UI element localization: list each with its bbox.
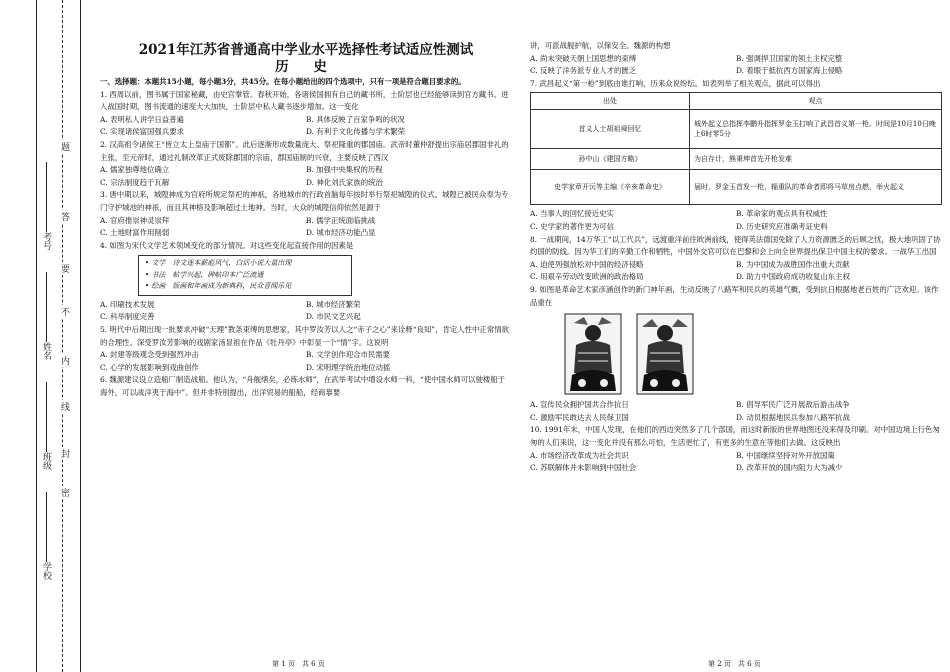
question-3-stem: 3. 唐中期以来，城隍神成为官府所规定祭祀的神祇，各地城市的行政首脑每年按时举行祭祀城隍的仪式。城隍已被民众奉为专门守护城池的神祇，而且其神格及影响超过土地神。当时，大众的城隍信仰依然是源于 bbox=[100, 190, 509, 212]
option[interactable]: B. 文学创作迎合市民需要 bbox=[306, 350, 391, 360]
question-6-continued: 讲，可派战舰护航，以保安全。魏源的构想 bbox=[530, 41, 671, 50]
question-6-options bbox=[530, 65, 942, 78]
option[interactable]: B. 倡导军民广泛开展敌后游击战争 bbox=[736, 400, 850, 410]
table-cell-view: 为自存计，熊秉坤首先开枪发难 bbox=[690, 149, 942, 170]
question-1-options bbox=[100, 126, 512, 139]
option[interactable]: D. 改革开放的国内阻力大为减少 bbox=[736, 463, 843, 473]
box-line: • 文学 诗文逐本薪彪风气，白话小说大量出现 bbox=[145, 259, 292, 268]
option[interactable]: B. 强调捍卫国家的领土主权完整 bbox=[736, 53, 843, 63]
table-row bbox=[531, 110, 942, 149]
table-header: 观点 bbox=[690, 93, 942, 110]
seal-char: 线 bbox=[59, 402, 69, 411]
option[interactable]: C. 科举制度完善 bbox=[100, 312, 155, 322]
option[interactable]: C. 反映了洋务派专业人才的匮乏 bbox=[530, 66, 637, 76]
table-cell-source: 史学家章开沅等主编《辛亥革命史》 bbox=[531, 170, 690, 205]
page-2-footer: 第 2 页 共 6 页 bbox=[708, 660, 761, 668]
seal-char: 题 bbox=[59, 142, 69, 151]
seal-char: 不 bbox=[59, 307, 69, 316]
question-7-stem: 7. 武昌起义“第一枪”到底由谁打响，历来众说纷纭。如表列举了相关观点，据此可以得出 bbox=[530, 78, 821, 88]
table-cell-source: 孙中山《建国方略》 bbox=[531, 149, 690, 170]
option[interactable]: D. 助力中国政府成功收复山东主权 bbox=[736, 272, 850, 282]
option[interactable]: D. 城市经济功能凸显 bbox=[306, 228, 376, 238]
option[interactable]: C. 心学的发展影响到戏曲创作 bbox=[100, 362, 199, 372]
option[interactable]: A. 表明私人讲学日益普遍 bbox=[100, 114, 184, 124]
question-8-stem: 8. 一战期间，14万华工“以工代兵”，远渡重洋前往欧洲前线，使得英法德国免除了人力资源匮乏的后顾之忧，极大地巩固了协约国的防线。因为华工们的辛勤工作和牺牲，中国外交官可以在巴黎和会上向全世界提出保卫中国主权的要求。一战华工出国 bbox=[530, 234, 941, 257]
option[interactable]: C. 实现诸侯富国强兵要求 bbox=[100, 127, 184, 137]
question-9-options bbox=[530, 412, 942, 425]
option[interactable]: C. 激励军民敢达去人民保卫国 bbox=[530, 412, 629, 422]
question-8-options bbox=[530, 271, 942, 284]
question-5-stem: 5. 明代中后期出现一批要求冲破“天理”教条束缚的思想家，其中罗汝芳以人之“赤子之心”来诠释“良知”，肯定人性中正常情欲的合理性。深受罗汝芳影响的戏剧家汤显祖在作品《牡丹亭》中彰显一个“情”字。这说明 bbox=[100, 325, 509, 347]
seal-char: 密 bbox=[59, 488, 69, 497]
box-line: • 书法 帖学兴起，碑帖印本广泛流通 bbox=[145, 270, 264, 279]
seal-char: 内 bbox=[59, 356, 69, 365]
question-2-options bbox=[100, 164, 512, 177]
option[interactable]: D. 着眼于抵抗西方国家海上侵略 bbox=[736, 66, 843, 76]
option[interactable]: A. 印刷技术发展 bbox=[100, 299, 155, 309]
option[interactable]: C. 苏联解体并未影响到中国社会 bbox=[530, 463, 637, 473]
question-4-options bbox=[100, 311, 512, 324]
name-field[interactable]: 姓名 bbox=[40, 270, 53, 360]
option[interactable]: B. 城市经济繁荣 bbox=[306, 299, 361, 309]
new-door-god-posters bbox=[564, 313, 942, 395]
option[interactable]: D. 神化刘氏家族的统治 bbox=[306, 177, 383, 187]
question-9-options bbox=[530, 399, 942, 412]
option[interactable]: A. 市场经济改革成为社会共识 bbox=[530, 450, 629, 460]
question-10-options bbox=[530, 462, 942, 475]
option[interactable]: D. 宋明理学统治地位动摇 bbox=[306, 362, 391, 372]
table-cell-view: 城外起义总指挥李鹏升指挥罗金玉打响了武昌首义第一枪。时间是10月10日晚上6时零5分 bbox=[690, 110, 942, 149]
option[interactable]: D. 有利于文化传播与学术繁荣 bbox=[306, 127, 406, 137]
option[interactable]: A. 迫使列强放松对中国的经济侵略 bbox=[530, 259, 644, 269]
seal-char: 封 bbox=[59, 449, 69, 458]
option[interactable]: A. 儒家独尊地位确立 bbox=[100, 165, 170, 175]
option[interactable]: B. 儒学正统面临挑战 bbox=[306, 215, 376, 225]
school-field[interactable]: 学校 bbox=[40, 490, 53, 580]
option[interactable]: B. 为中国成为战胜国作出重大贡献 bbox=[736, 259, 850, 269]
question-10-options bbox=[530, 450, 942, 463]
question-4-options bbox=[100, 299, 512, 312]
binding-line-right bbox=[80, 0, 81, 672]
option[interactable]: A. 官府推崇神灵崇拜 bbox=[100, 215, 170, 225]
wuchang-viewpoints-table bbox=[530, 92, 942, 205]
song-culture-box bbox=[138, 255, 352, 296]
section-heading: 一、选择题：本题共15小题，每小题3分，共45分。在每小题给出的四个选项中，只有一项是符合题目要求的。 bbox=[100, 77, 466, 86]
question-6-stem: 6. 魏源建议设立造船厂制造战船。他认为，“舟舰缮矣，必练水师”，在武举考试中增设水师一科，“使中国水师可以驶楼船于海外，可以战洋夷于海中”。但并非特别提出，出洋贸易的船船，经商靠要 bbox=[100, 375, 506, 397]
option[interactable]: D. 动员根据地民兵参加八路军抗战 bbox=[736, 412, 850, 422]
seal-char: 答 bbox=[59, 212, 69, 221]
question-6-options bbox=[530, 53, 942, 66]
option[interactable]: C. 史学家的著作更为可信 bbox=[530, 221, 614, 231]
page-1-footer: 第 1 页 共 6 页 bbox=[272, 660, 325, 668]
question-5-options bbox=[100, 362, 512, 375]
option[interactable]: C. 用艰辛劳动改变欧洲的政治格局 bbox=[530, 272, 644, 282]
box-line: • 绘画 版画和年画成为新典科，民众喜闻乐见 bbox=[145, 282, 292, 291]
question-10-stem: 10. 1991年末，中国人发现，在他们的西边突然多了几个部国，而这时新版的世界地图还没来得及印刷。对中国边境上行色匆匆的人们来说，这一变化并没有那么可怕，生活更忙了，有更多的生意在等他们去做。这反映出 bbox=[530, 425, 940, 447]
page-2 bbox=[530, 40, 942, 475]
option[interactable]: B. 加强中央集权的历程 bbox=[306, 165, 383, 175]
binding-margin bbox=[0, 0, 96, 672]
question-8-options bbox=[530, 259, 942, 272]
question-2-stem: 2. 汉高祖令诸侯王“皆立太上皇庙于国都”。此后逐渐形成数量庞大、祭祀隆重的郡国庙。武帝时董仲舒提出宗庙居郡国非礼的主张，至元帝时，通过礼制改革正式废除郡国的宗庙，郡国庙制的兴衰，主要反映了西汉 bbox=[100, 139, 509, 162]
option[interactable]: C. 宗法制度趋于瓦解 bbox=[100, 177, 170, 187]
seal-char: 要 bbox=[59, 264, 69, 273]
question-1-stem: 1. 西周以前，图书属于国家秘藏，由史官掌管。春秋开始，各诸侯国拥有自己的藏书所，士阶层也已经能够读到官方藏书。进入战国时期，图书流通的速度大大加快，士阶层中私人藏书逐步增加。这一变化 bbox=[100, 89, 509, 112]
table-cell-source: 首义人士胡祖舜回忆 bbox=[531, 110, 690, 149]
option[interactable]: A. 宣传民众拥护国共合作抗日 bbox=[530, 400, 629, 410]
option[interactable]: D. 历史研究应准确考证史料 bbox=[736, 221, 828, 231]
option[interactable]: A. 尚未突破天朝上国思想的束缚 bbox=[530, 53, 637, 63]
page-1 bbox=[100, 42, 512, 400]
question-3-options bbox=[100, 215, 512, 228]
option[interactable]: D. 市民文艺兴起 bbox=[306, 312, 361, 322]
table-header: 出处 bbox=[531, 93, 690, 110]
question-3-options bbox=[100, 227, 512, 240]
option[interactable]: B. 革命家的观点具有权威性 bbox=[736, 209, 828, 219]
door-god-woodcut-left bbox=[564, 313, 622, 395]
table-cell-view: 届时，罗金玉首发一枪，辎重队的革命者即将马草房点燃，举火起义 bbox=[690, 170, 942, 205]
subject-title: 历 史 bbox=[275, 59, 337, 75]
question-4-stem: 4. 如图为宋代文学艺术领域变化的部分情况。对这些变化起直接作用的因素是 bbox=[100, 240, 354, 250]
option[interactable]: B. 具体反映了百家争鸣的状况 bbox=[306, 114, 405, 124]
table-row bbox=[531, 170, 942, 205]
question-2-options bbox=[100, 177, 512, 190]
option[interactable]: B. 中国继续坚持对外开放国策 bbox=[736, 450, 835, 460]
exam-title: 2021年江苏省普通高中学业水平选择性考试适应性测试 bbox=[138, 42, 474, 58]
table-row bbox=[531, 149, 942, 170]
question-1-options bbox=[100, 114, 512, 127]
option[interactable]: A. 当事人的回忆接近史实 bbox=[530, 209, 614, 219]
seal-line bbox=[62, 0, 63, 672]
question-5-options bbox=[100, 349, 512, 362]
option[interactable]: C. 土地财富作用削弱 bbox=[100, 228, 170, 238]
question-7-options bbox=[530, 221, 942, 234]
door-god-woodcut-right bbox=[636, 313, 694, 395]
exam-number-field[interactable]: 考号 bbox=[40, 160, 53, 250]
option[interactable]: A. 封建等级观念受到强烈冲击 bbox=[100, 350, 199, 360]
binding-line bbox=[36, 0, 37, 672]
question-9-stem: 9. 如图是革命艺术家彦涵创作的新门神年画，生动反映了八路军和民兵的英雄气概，受到抗日根据地老百姓的广泛欢迎。该作品重在 bbox=[530, 284, 939, 307]
question-7-options bbox=[530, 208, 942, 221]
class-field[interactable]: 班级 bbox=[40, 380, 53, 470]
